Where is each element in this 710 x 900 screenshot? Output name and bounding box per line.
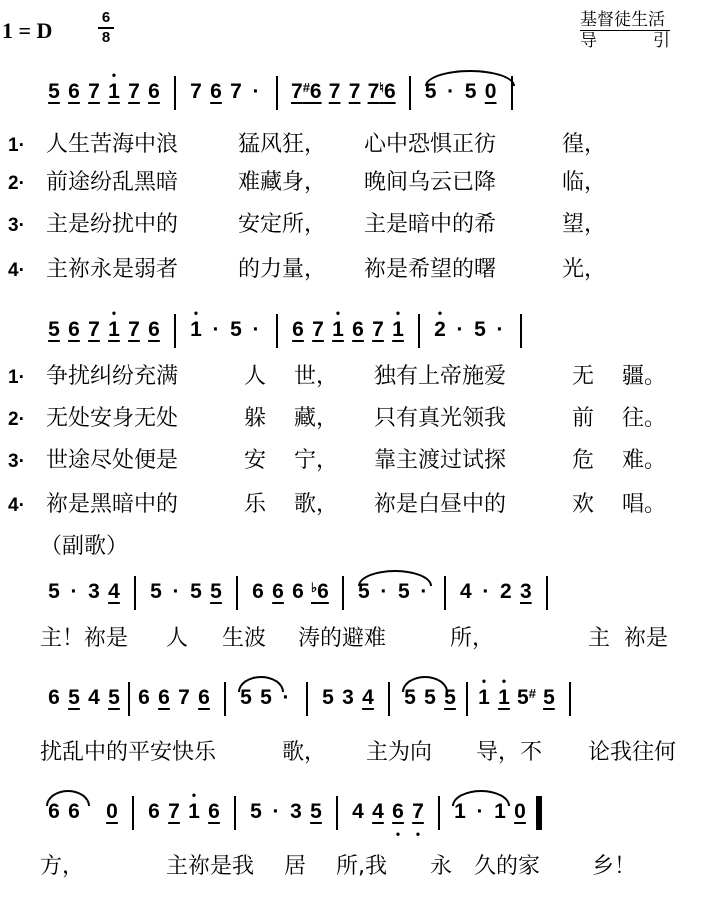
notation-row-4 xyxy=(44,674,581,726)
lyric: 扰乱中的平安快乐 xyxy=(40,740,217,765)
barline xyxy=(276,76,278,110)
note: 5 xyxy=(190,580,202,603)
lyric: 宁， xyxy=(294,448,339,473)
barline xyxy=(134,576,136,610)
lyric: 难。 xyxy=(622,448,667,473)
lyric: 主是暗中的希 xyxy=(364,212,497,237)
lyric: 临， xyxy=(562,170,607,195)
lyric: 永 xyxy=(430,854,453,879)
verse-number: 4· xyxy=(8,260,25,281)
note: 6 xyxy=(68,80,80,103)
lyric: 歌， xyxy=(294,492,339,517)
barline xyxy=(418,314,420,348)
verse-number: 4· xyxy=(8,495,25,516)
lyric: 前 xyxy=(572,406,595,431)
barline xyxy=(444,576,446,610)
lyric: 所,我 xyxy=(336,854,387,879)
note: 5 xyxy=(397,580,410,603)
dot: · xyxy=(282,686,290,709)
note: 4 xyxy=(352,800,364,823)
key-signature: 1 = D xyxy=(2,18,53,43)
dot: · xyxy=(272,800,280,823)
verse-3-line-b xyxy=(8,446,666,476)
slur-group xyxy=(236,686,296,710)
lyric: 前途纷乱黑暗 xyxy=(46,170,179,195)
lyric: 藏， xyxy=(294,406,339,431)
lyric: 涛的避难 xyxy=(298,626,387,651)
note: 3 xyxy=(342,686,354,709)
note: 5 xyxy=(48,80,60,103)
dot: · xyxy=(482,580,490,603)
note: 1 xyxy=(494,800,506,823)
note: 5 xyxy=(250,800,262,823)
note: 5 xyxy=(108,686,120,709)
lyric: 靠主渡过试探 xyxy=(374,448,507,473)
note: 6 xyxy=(208,800,220,823)
lyric: 难藏身， xyxy=(238,170,327,195)
lyric: 晚间乌云已降 xyxy=(364,170,497,195)
barline xyxy=(128,682,130,716)
note: 5 xyxy=(357,580,370,603)
note: 7#6 xyxy=(291,80,322,103)
verse-2-line-a xyxy=(8,168,606,198)
slur-group xyxy=(354,580,434,604)
note: 7 • xyxy=(412,800,424,841)
lyric: 世， xyxy=(294,364,339,389)
barline xyxy=(236,576,238,610)
lyric: 人生苦海中浪 xyxy=(46,132,179,157)
high-dot: • xyxy=(191,788,197,802)
note: 5# xyxy=(517,686,536,709)
note: 6 xyxy=(292,580,304,603)
lyric: 人 xyxy=(166,626,189,651)
dot: · xyxy=(447,80,455,103)
lyric: 独有上帝施爱 xyxy=(374,364,507,389)
lyric: 祢是白昼中的 xyxy=(374,492,507,517)
note: 7 xyxy=(178,686,190,709)
rest: 0 xyxy=(484,80,497,103)
note: 5 xyxy=(543,686,555,709)
lyric: 主为向 xyxy=(366,740,433,765)
source-title: 基督徒生活 xyxy=(580,10,670,31)
note: 5 xyxy=(150,580,162,603)
barline xyxy=(438,796,440,830)
lyric: 主！祢是 xyxy=(40,626,129,651)
barline xyxy=(388,682,390,716)
meter-top: 6 xyxy=(101,9,111,26)
note: 6 xyxy=(352,318,364,341)
note: 7 xyxy=(312,318,324,341)
lyric: 安 xyxy=(244,448,267,473)
note: 3 xyxy=(519,580,532,603)
lyric: 疆。 xyxy=(622,364,667,389)
high-dot: • xyxy=(111,68,117,82)
note: 7 xyxy=(128,80,140,103)
slur-group xyxy=(44,800,84,824)
verse-1-line-b xyxy=(8,362,666,392)
note: 5 xyxy=(474,318,486,341)
notation-row-5 xyxy=(44,788,542,841)
note: 6 xyxy=(210,80,222,103)
note: 7 xyxy=(230,80,242,103)
time-signature xyxy=(98,10,114,46)
verse-number: 1· xyxy=(8,135,25,156)
high-dot: • xyxy=(501,674,507,688)
high-dot: • xyxy=(437,306,443,320)
verse-4-line-a xyxy=(8,255,606,285)
lyric: 论我往何 xyxy=(588,740,677,765)
dot: · xyxy=(70,580,78,603)
note: 5 xyxy=(464,80,477,103)
note: • 1 xyxy=(190,306,202,341)
chorus-label: （副歌） xyxy=(40,534,129,559)
note: 7 xyxy=(168,800,180,823)
note: 6 xyxy=(198,686,210,709)
note: 6 xyxy=(48,686,60,709)
note: • 1 xyxy=(108,68,120,103)
note: 7 xyxy=(128,318,140,341)
barline xyxy=(569,682,571,716)
note: 6 xyxy=(148,800,160,823)
lyric: 导，不 xyxy=(476,740,543,765)
source-sub-a: 导 xyxy=(580,31,597,51)
lyric: 欢 xyxy=(572,492,595,517)
lyric: 猛风狂， xyxy=(238,132,327,157)
note: 3 xyxy=(290,800,302,823)
dot: · xyxy=(496,318,504,341)
note: 5 xyxy=(424,686,436,709)
note: 5 xyxy=(444,686,456,709)
low-dot: • xyxy=(395,827,401,841)
barline xyxy=(306,682,308,716)
slur-group xyxy=(400,686,440,710)
lyric: 生波 xyxy=(222,626,267,651)
note: 6 xyxy=(272,580,284,603)
verse-4-line-b xyxy=(8,490,666,520)
dot: · xyxy=(420,580,428,603)
rest: 0 xyxy=(106,800,118,823)
note: 7♮6 xyxy=(367,80,396,103)
note: 5 xyxy=(322,686,334,709)
verse-number: 1· xyxy=(8,367,25,388)
chorus-line-1 xyxy=(40,624,668,654)
note: 4 xyxy=(88,686,100,709)
verse-number: 2· xyxy=(8,409,25,430)
note: 6 xyxy=(148,80,160,103)
lyric: 主是纷扰中的 xyxy=(46,212,179,237)
high-dot: • xyxy=(481,674,487,688)
note: ♭6 xyxy=(311,580,329,603)
note: 5 xyxy=(210,580,222,603)
lyric: 争扰纠纷充满 xyxy=(46,364,179,389)
lyric: 徨， xyxy=(562,132,607,157)
lyric: 祢是希望的曙 xyxy=(364,257,497,282)
lyric: 躲 xyxy=(244,406,267,431)
dot: · xyxy=(212,318,220,341)
notation-row-2 xyxy=(44,306,532,358)
note: 6 xyxy=(158,686,170,709)
lyric: 主祢永是弱者 xyxy=(46,257,179,282)
barline xyxy=(276,314,278,348)
dot: · xyxy=(172,580,180,603)
note: 6 xyxy=(138,686,150,709)
lyric: 所， xyxy=(450,626,495,651)
verse-1-line-a xyxy=(8,130,606,160)
notation-row-1 xyxy=(44,68,523,120)
barline xyxy=(336,796,338,830)
lyric: 无 xyxy=(572,364,595,389)
barline xyxy=(409,76,411,110)
final-barline xyxy=(534,796,542,830)
note: 6 • xyxy=(392,800,404,841)
note: • 1 xyxy=(392,306,404,341)
verse-number: 2· xyxy=(8,173,25,194)
high-dot: • xyxy=(193,306,199,320)
note: 7 xyxy=(328,80,341,103)
lyric: 光， xyxy=(562,257,607,282)
lyric: 主 xyxy=(588,626,611,651)
dot: · xyxy=(252,80,260,103)
note: • 1 xyxy=(498,674,510,709)
barline xyxy=(520,314,522,348)
lyric: 唱。 xyxy=(622,492,667,517)
dot: · xyxy=(380,580,388,603)
lyric: 无处安身无处 xyxy=(46,406,179,431)
lyric: 祢是黑暗中的 xyxy=(46,492,179,517)
barline xyxy=(234,796,236,830)
source-credit xyxy=(580,10,670,51)
verse-3-line-a xyxy=(8,210,606,240)
note: 5 xyxy=(260,686,272,709)
note: 7 xyxy=(88,80,100,103)
lyric: 主祢是我 xyxy=(166,854,255,879)
lyric: 只有真光领我 xyxy=(374,406,507,431)
source-sub-b: 引 xyxy=(653,31,670,51)
barline xyxy=(224,682,226,716)
lyric: 居 xyxy=(284,854,307,879)
lyric: 祢是 xyxy=(624,626,669,651)
lyric: 的力量， xyxy=(238,257,327,282)
lyric: 往。 xyxy=(622,406,667,431)
note: 6 xyxy=(148,318,160,341)
note: 4 xyxy=(459,580,472,603)
note: 7 xyxy=(348,80,361,103)
lyric: 方， xyxy=(40,854,85,879)
high-dot: • xyxy=(111,306,117,320)
barline xyxy=(174,314,176,348)
lyric: 乡！ xyxy=(592,854,637,879)
lyric: 世途尽处便是 xyxy=(46,448,179,473)
note: 5 xyxy=(310,800,322,823)
note: 5 xyxy=(230,318,242,341)
lyric: 危 xyxy=(572,448,595,473)
dot: · xyxy=(476,800,484,823)
note: 7 xyxy=(372,318,384,341)
note: 6 xyxy=(68,318,80,341)
slur-group xyxy=(450,800,510,824)
slur-group xyxy=(421,80,481,104)
lyric: 望， xyxy=(562,212,607,237)
verse-number: 3· xyxy=(8,451,25,472)
note: 6 xyxy=(48,800,60,823)
notation-row-3 xyxy=(44,580,558,620)
note: 7 xyxy=(88,318,100,341)
dot: · xyxy=(456,318,464,341)
low-dot: • xyxy=(415,827,421,841)
high-dot: • xyxy=(335,306,341,320)
barline xyxy=(466,682,468,716)
note: • 1 xyxy=(188,788,200,823)
lyric: 安定所， xyxy=(238,212,327,237)
note: 5 xyxy=(424,80,437,103)
barline xyxy=(546,576,548,610)
rest: 0 xyxy=(514,800,526,823)
lyric: 久的家 xyxy=(474,854,541,879)
verse-2-line-b xyxy=(8,404,666,434)
note: 7 xyxy=(190,80,202,103)
note: 5 xyxy=(404,686,416,709)
note: 1 xyxy=(454,800,466,823)
barline xyxy=(342,576,344,610)
note: 5 xyxy=(68,686,80,709)
note: 6 xyxy=(252,580,264,603)
note: • 2 xyxy=(434,306,446,341)
note: • 1 xyxy=(332,306,344,341)
lyric: 乐 xyxy=(244,492,267,517)
note: 4 xyxy=(372,800,384,823)
note: 5 xyxy=(240,686,252,709)
lyric: 歌， xyxy=(282,740,327,765)
meter-bottom: 8 xyxy=(101,29,111,46)
note: 2 xyxy=(499,580,512,603)
dot: · xyxy=(252,318,260,341)
note: • 1 xyxy=(478,674,490,709)
lyric: 心中恐惧正彷 xyxy=(364,132,497,157)
note: 3 xyxy=(88,580,100,603)
barline xyxy=(511,76,513,110)
source-subtitle xyxy=(580,31,670,51)
note: 5 xyxy=(48,580,60,603)
note: 4 xyxy=(108,580,120,603)
chorus-line-2 xyxy=(40,738,676,768)
barline xyxy=(174,76,176,110)
note: 6 xyxy=(292,318,304,341)
note: 4 xyxy=(362,686,374,709)
note: 5 xyxy=(48,318,60,341)
note: 6 xyxy=(68,800,80,823)
lyric: 人 xyxy=(244,364,267,389)
barline xyxy=(132,796,134,830)
high-dot: • xyxy=(395,306,401,320)
note: • 1 xyxy=(108,306,120,341)
verse-number: 3· xyxy=(8,215,25,236)
chorus-line-3 xyxy=(40,852,636,882)
